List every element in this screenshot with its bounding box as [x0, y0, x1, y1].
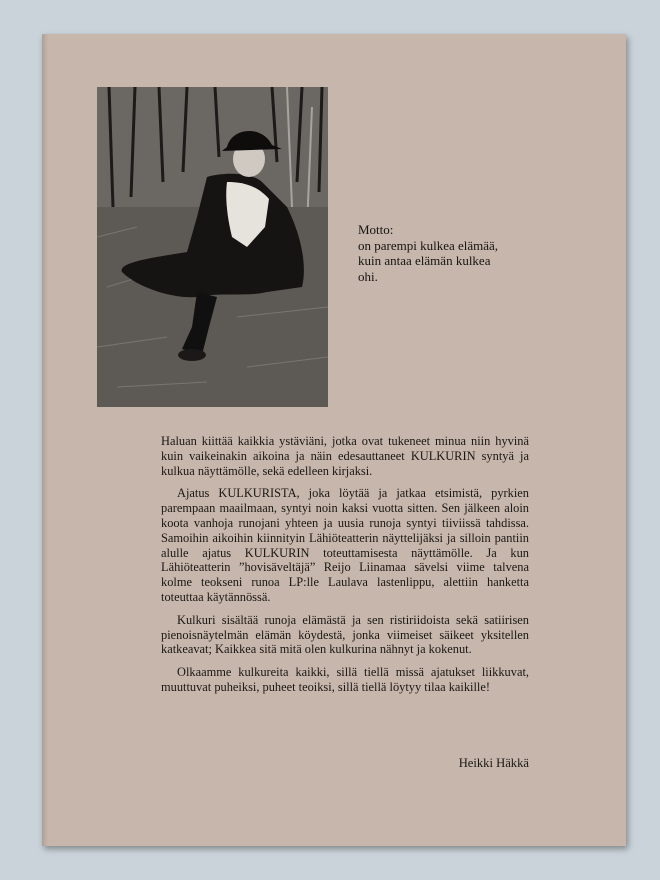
- paragraph: Haluan kiittää kaikkia ystäviäni, jotka ovat tukeneet minua niin hyvinä kuin vaikeinakin aikoina ja näin edesauttaneet KULKURIN syntyä ja kulkua näyttämölle, sekä edelleen kirjaksi.: [161, 434, 529, 478]
- foreword-text: [161, 434, 529, 703]
- motto-block: [358, 222, 588, 284]
- paragraph: Kulkuri sisältää runoja elämästä ja sen ristiriidoista sekä satiirisen pienoisnäytelmän elämän köydestä, jonka viimeiset säikeet yksitellen katkeavat; Kaikkea sitä mitä olen kulkurina nähnyt ja kokenut.: [161, 612, 529, 657]
- paragraph: Olkaamme kulkureita kaikki, sillä tiellä missä ajatukset liikkuvat, muuttuvat puheiksi, puheet teoiksi, sillä tiellä löytyy tilaa kaikille!: [161, 665, 529, 694]
- paragraph: Ajatus KULKURISTA, joka löytää ja jatkaa etsimistä, pyrkien parempaan maailmaan, syntyi noin kaksi vuotta sitten. Sen jälkeen aloin koota vanhoja runojani yhteen ja uusia runoja syntyi tiiviissä tahdissa. Samoihin aikoihin kiinnityin Lähiöteatterin näyttelijäksi ja silloin pantiin alulle ajatus KULKURIN toteuttamisesta näyttämölle. Ja kun Lähiöteatterin ”hovisäveltäjä” Reijo Liinamaa sävelsi viime talvena kolme teokseni runoa LP:lle Laulava lastenlippu, alettiin hanketta toteuttaa käytännössä.: [161, 486, 529, 604]
- spine-shadow: [42, 34, 48, 846]
- motto-line: kuin antaa elämän kulkea: [358, 253, 491, 268]
- motto-line: on parempi kulkea elämää,: [358, 237, 499, 253]
- book-back-cover: [42, 34, 626, 846]
- author-photo-image: [97, 87, 328, 407]
- author-signature: Heikki Häkkä: [458, 756, 529, 770]
- motto-line: Motto:: [358, 222, 394, 237]
- motto-line: ohi.: [358, 268, 378, 284]
- author-photo: [97, 87, 328, 407]
